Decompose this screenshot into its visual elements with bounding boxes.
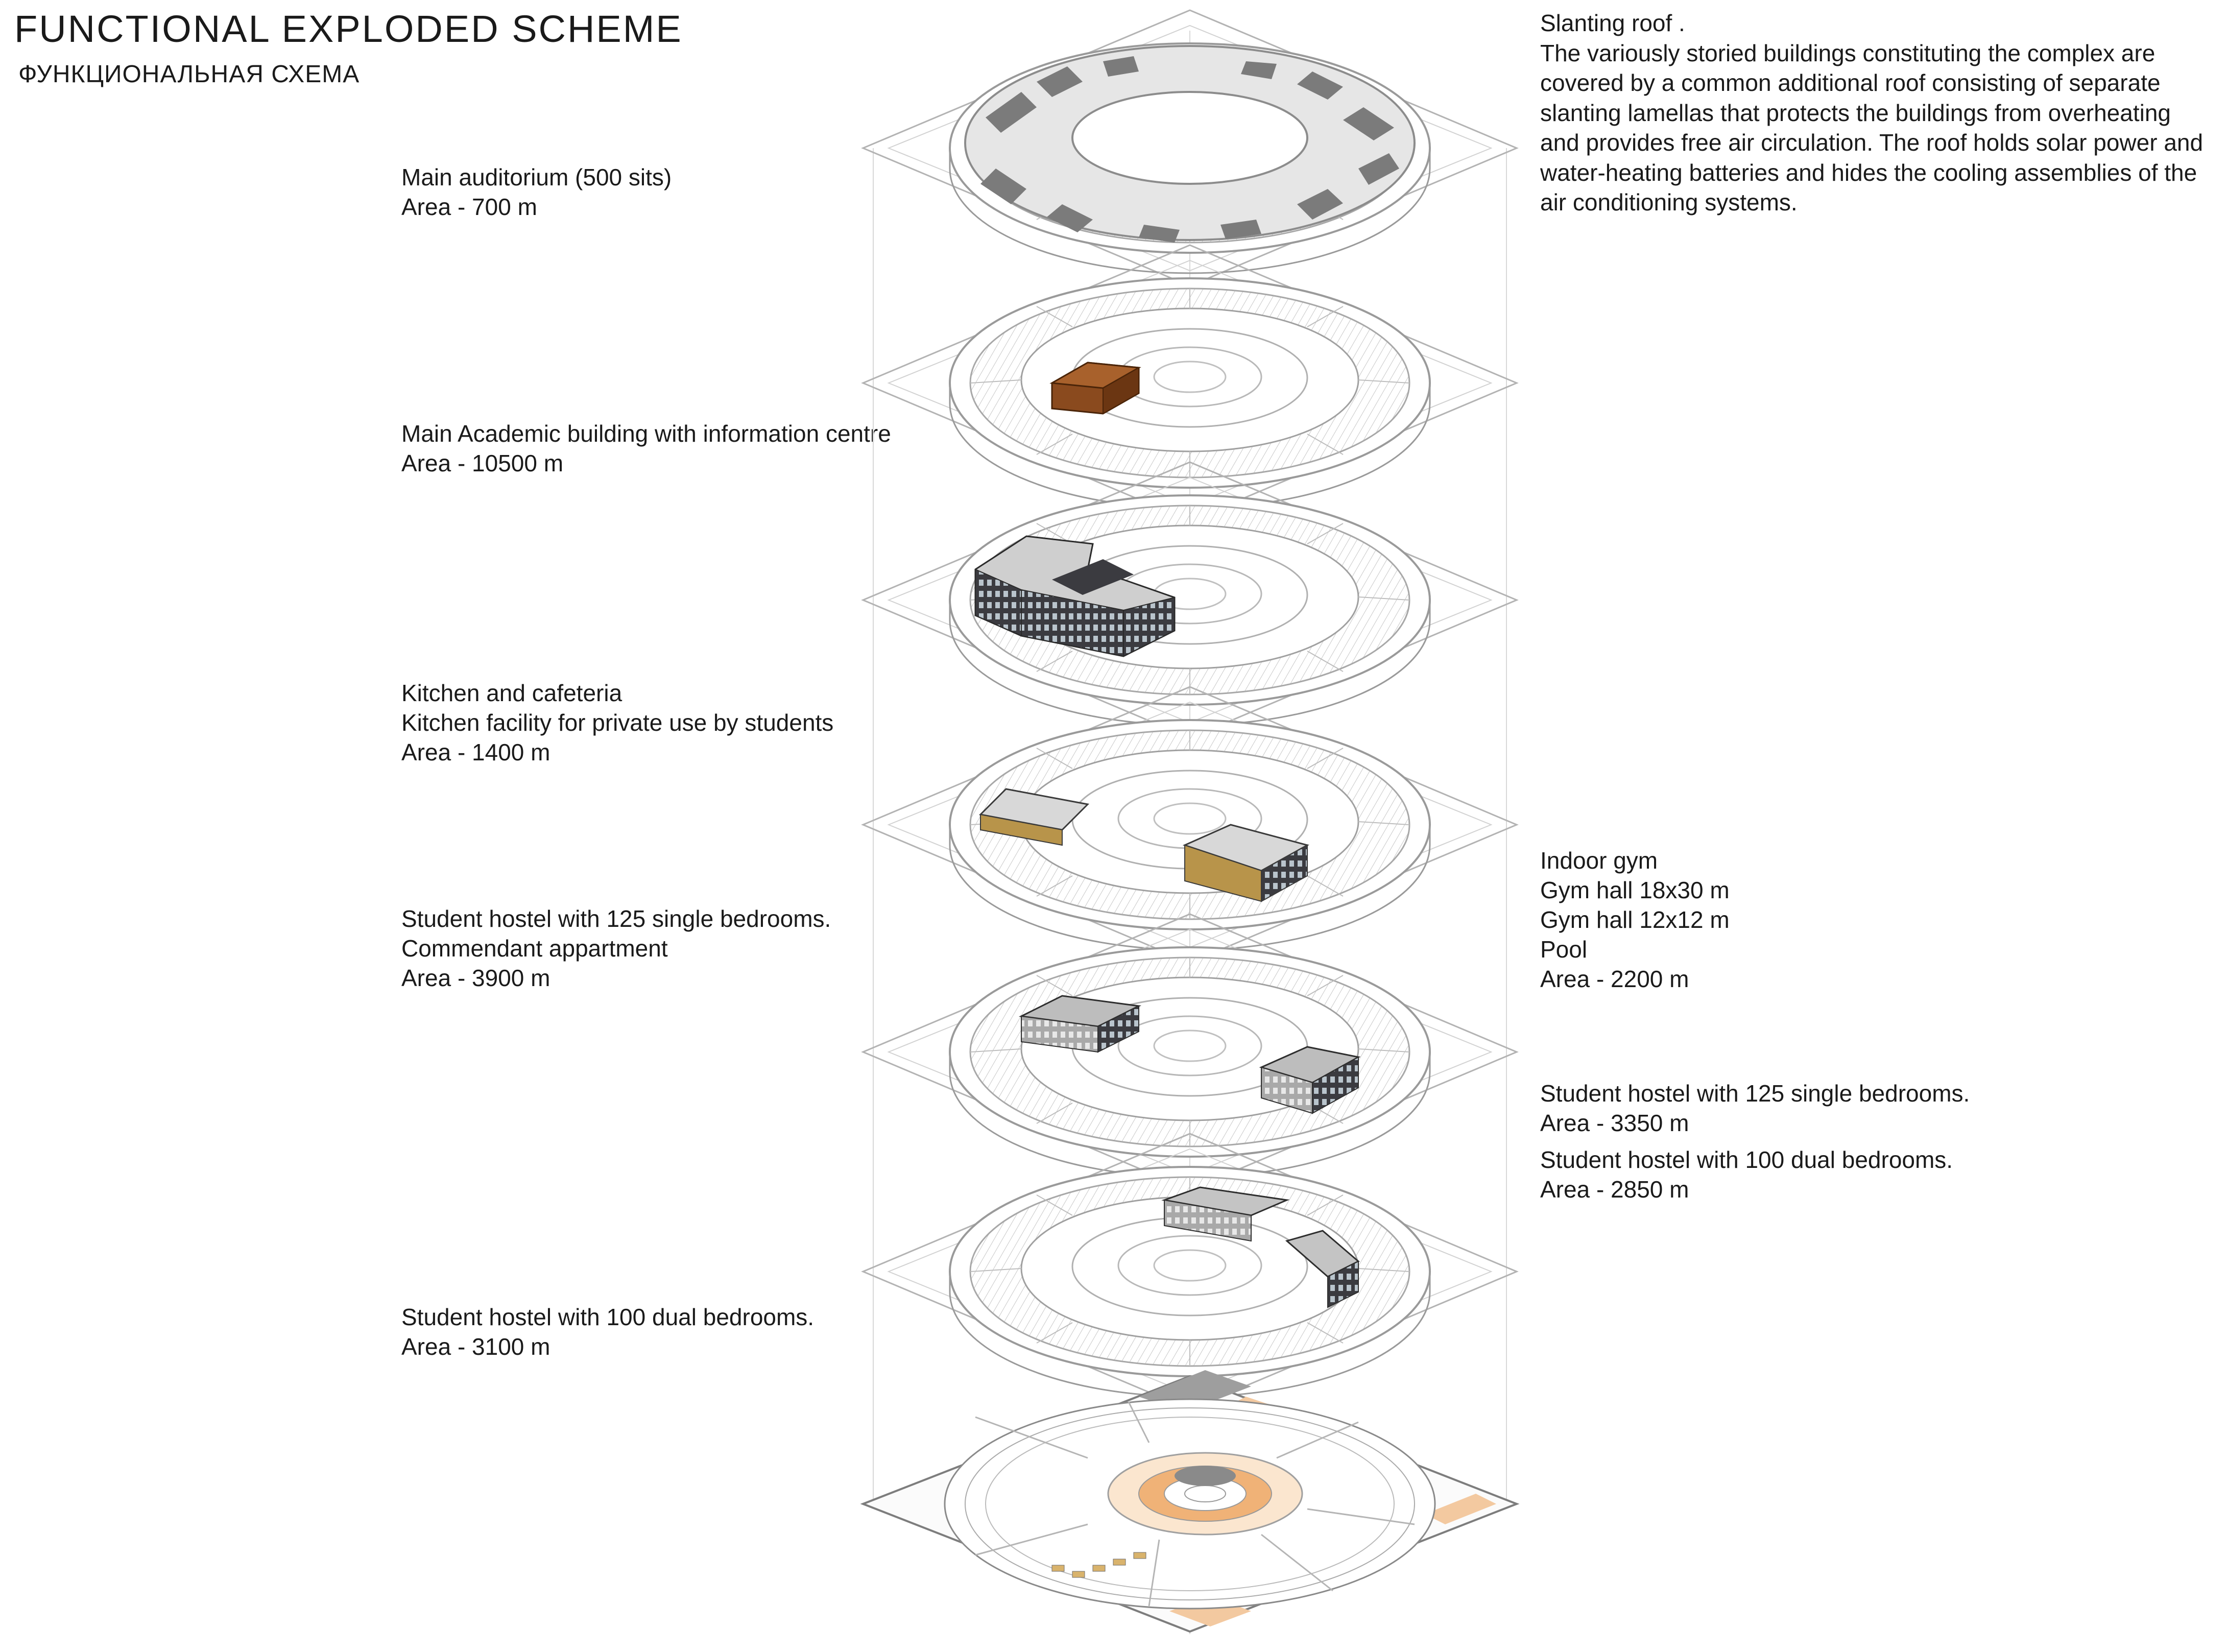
- label-line: Area - 3350 m: [1540, 1110, 1689, 1136]
- page-subtitle: ФУНКЦИОНАЛЬНАЯ СХЕМА: [18, 61, 360, 88]
- label-line: Area - 3100 m: [401, 1333, 550, 1360]
- label-line: Commendant appartment: [401, 935, 668, 962]
- layer-main-auditorium: [863, 245, 1517, 521]
- label-line: Student hostel with 125 single bedrooms.: [1540, 1080, 1970, 1107]
- label-line: Student hostel with 100 dual bedrooms.: [1540, 1146, 1953, 1173]
- label-line: Kitchen and cafeteria: [401, 680, 622, 706]
- label-line: Gym hall 18x30 m: [1540, 877, 1730, 903]
- label-line: Student hostel with 125 single bedrooms.: [401, 905, 831, 932]
- layer-hostel-dual: [863, 1134, 1517, 1409]
- label-line: Pool: [1540, 936, 1588, 963]
- label-line: Kitchen facility for private use by students: [401, 709, 834, 736]
- label-line: Indoor gym: [1540, 847, 1658, 874]
- label-line: Gym hall 12x12 m: [1540, 906, 1730, 933]
- label-line: Area - 700 m: [401, 194, 537, 220]
- label-line: Area - 2200 m: [1540, 966, 1689, 992]
- layer-kitchen-gym: [863, 687, 1517, 963]
- roof-heading: Slanting roof .: [1540, 10, 1685, 36]
- label-line: Main auditorium (500 sits): [401, 164, 672, 190]
- layer-academic-building: [863, 462, 1517, 738]
- label-line: Area - 1400 m: [401, 739, 550, 765]
- layer-ground-plan: [863, 1370, 1517, 1632]
- label-line: Area - 10500 m: [401, 450, 564, 476]
- label-line: Main Academic building with information centre: [401, 420, 891, 447]
- roof-body: The variously storied buildings constituting the complex are covered by a common additional roof consisting of separate slanting lamellas that protects the buildings from overheating and provides free air circulation. The roof holds solar power and water-heating batteries and hides the cooling assemblies of the air conditioning systems.: [1540, 39, 2204, 216]
- label-line: Area - 2850 m: [1540, 1176, 1689, 1203]
- label-line: Student hostel with 100 dual bedrooms.: [401, 1304, 815, 1330]
- page-title: FUNCTIONAL EXPLODED SCHEME: [14, 8, 683, 50]
- label-line: Area - 3900 m: [401, 965, 550, 991]
